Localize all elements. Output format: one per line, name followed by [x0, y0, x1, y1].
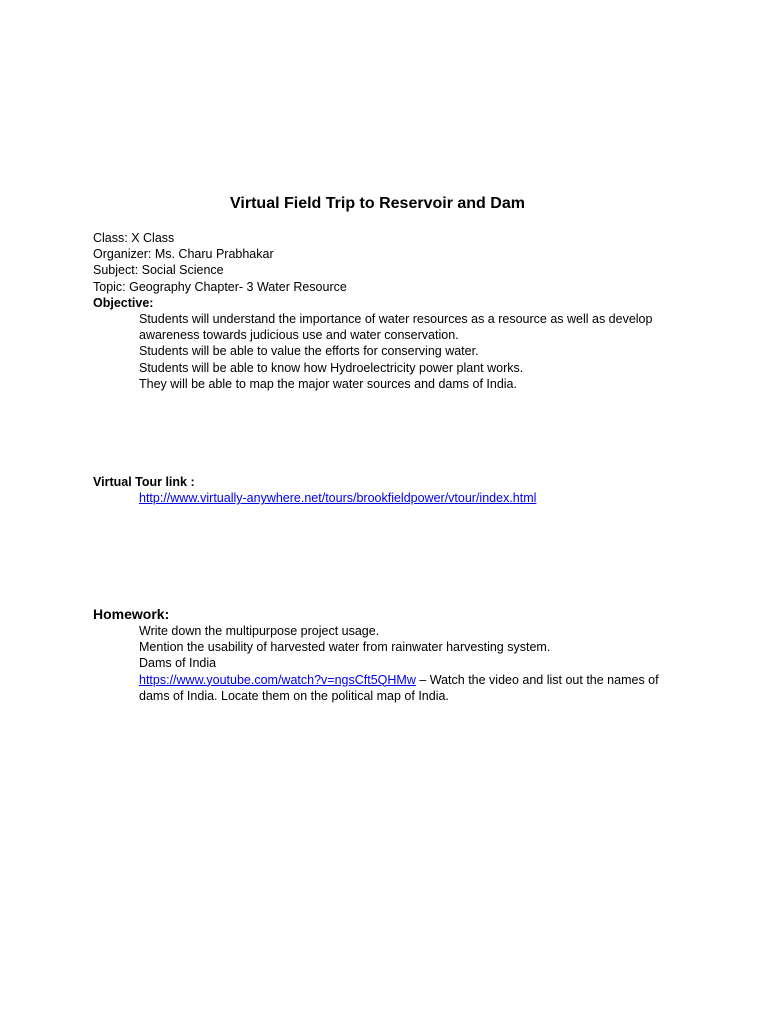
homework-item-text: – Watch the video and list out the names of dams of India. Locate them on the political map of India.: [139, 672, 659, 703]
homework-item-text: Write down the multipurpose project usage.: [139, 624, 380, 638]
objective-item-text: Students will understand the importance of water resources as a resource as well as develop awareness towards judicious use and water conservation.: [139, 312, 653, 343]
virtual-tour-heading: Virtual Tour link :: [93, 475, 195, 489]
objective-item-text: Students will be able to value the efforts for conserving water.: [139, 344, 479, 359]
virtual-tour-link[interactable]: http://www.virtually-anywhere.net/tours/brookfieldpower/vtour/index.html: [139, 491, 537, 506]
homework-item-text: Mention the usability of harvested water from rainwater harvesting system.: [139, 640, 551, 655]
list-item: [93, 343, 679, 359]
list-item: [93, 490, 679, 506]
list-item: [93, 360, 679, 376]
subject-line: Subject: Social Science: [93, 263, 224, 278]
virtual-tour-section: [93, 474, 693, 506]
objective-heading: Objective:: [93, 295, 154, 310]
page-title: Virtual Field Trip to Reservoir and Dam: [230, 195, 525, 212]
lesson-details: [93, 230, 693, 392]
list-item: [93, 376, 679, 392]
class-line: Class: X Class: [93, 231, 175, 245]
list-item: [93, 311, 679, 343]
objective-item-text: Students will be able to know how Hydroelectricity power plant works.: [139, 360, 524, 375]
objective-item-text: They will be able to map the major water sources and dams of India.: [139, 376, 517, 391]
youtube-video-link[interactable]: https://www.youtube.com/watch?v=ngsCft5QHMw: [139, 672, 416, 687]
homework-section: [93, 605, 693, 704]
list-item: [93, 655, 679, 704]
topic-line: Topic: Geography Chapter- 3 Water Resource: [93, 279, 347, 294]
organizer-line: Organizer: Ms. Charu Prabhakar: [93, 247, 274, 262]
homework-item-title: Dams of India: [139, 656, 217, 671]
list-item: [93, 623, 679, 639]
list-item: [93, 639, 679, 655]
virtual-tour-list: [93, 490, 693, 506]
homework-heading: Homework:: [93, 606, 170, 622]
objective-list: [93, 311, 693, 392]
homework-list: [93, 623, 693, 704]
